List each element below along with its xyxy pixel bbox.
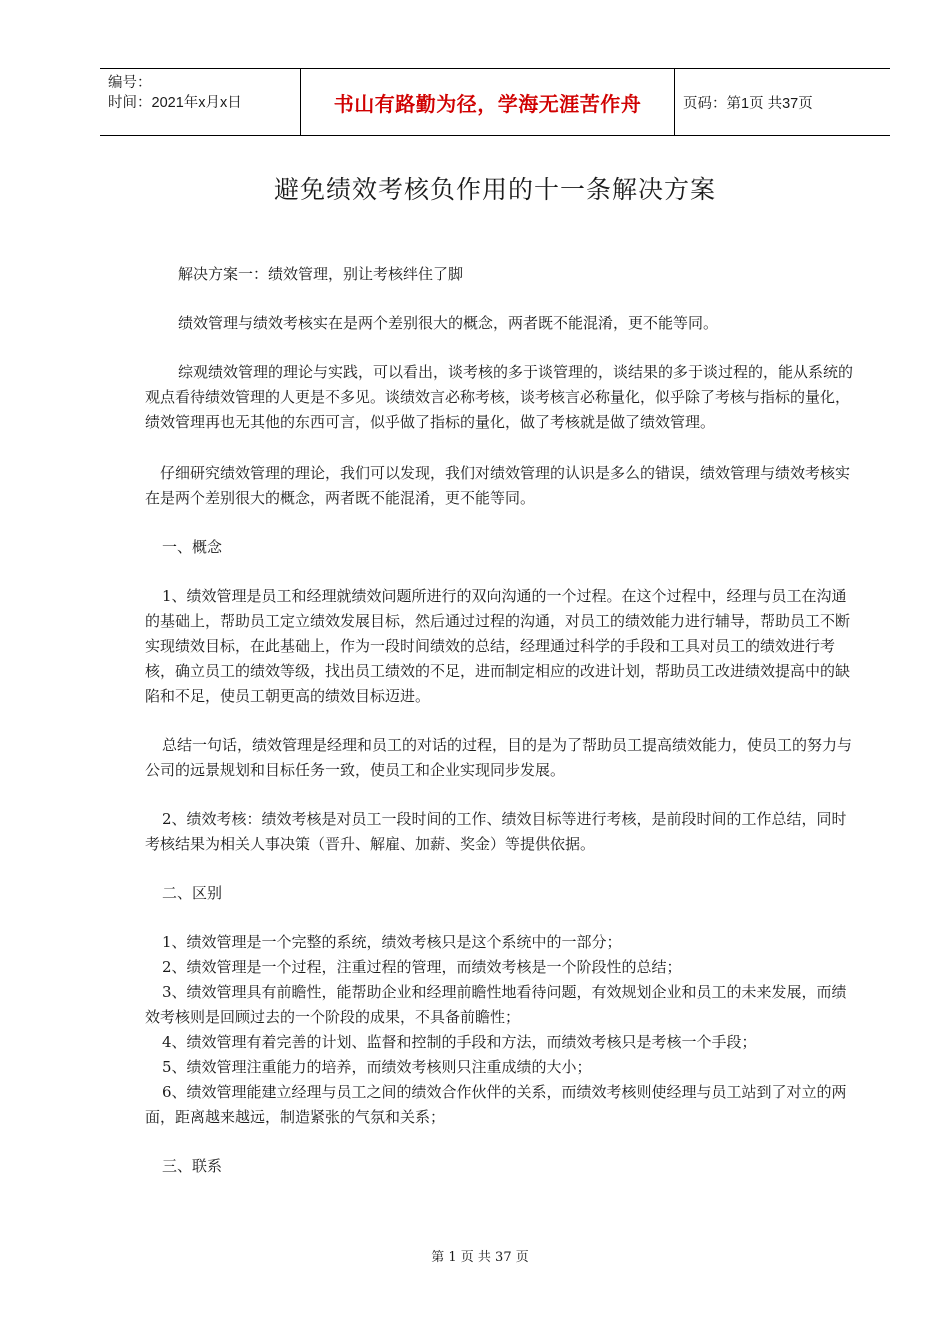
section-heading-relation: 三、联系: [162, 1157, 223, 1175]
header-slogan: 书山有路勤为径，学海无涯苦作舟: [301, 69, 675, 135]
paragraph: 仔细研究绩效管理的理论，我们可以发现，我们对绩效管理的认识是多么的错误，绩效管理与绩效考核实在是两个差别很大的概念，两者既不能混淆，更不能等同。: [145, 464, 851, 507]
paragraph: 1、绩效管理是员工和经理就绩效问题所进行的双向沟通的一个过程。在这个过程中，经理与员工在沟通的基础上，帮助员工定立绩效发展目标，然后通过过程的沟通，对员工的绩效能力进行辅导，帮助员工不断实现绩效目标，在此基础上，作为一段时间绩效的总结，经理通过科学的手段和工具对员工的绩效进行考核，确立员工的绩效等级，找出员工绩效的不足，进而制定相应的改进计划，帮助员工改进绩效提高中的缺陷和不足，使员工朝更高的绩效目标迈进。: [145, 587, 851, 705]
header-page-info: 页码：第1页 共37页: [683, 95, 813, 112]
section-heading-difference: 二、区别: [162, 884, 223, 902]
paragraph-solution-one: 解决方案一：绩效管理，别让考核绊住了脚: [178, 265, 464, 283]
list-item: 4、绩效管理有着完善的计划、监督和控制的手段和方法，而绩效考核只是考核一个手段；: [162, 1033, 757, 1051]
list-item: 2、绩效管理是一个过程，注重过程的管理，而绩效考核是一个阶段性的总结；: [162, 958, 682, 976]
page-footer: 第 1 页 共 37 页: [431, 1250, 529, 1265]
list-item: 6、绩效管理能建立经理与员工之间的绩效合作伙伴的关系，而绩效考核则使经理与员工站到了对立的两面，距离越来越远，制造紧张的气氛和关系；: [145, 1083, 847, 1126]
paragraph: 综观绩效管理的理论与实践，可以看出，谈考核的多于谈管理的，谈结果的多于谈过程的，能从系统的观点看待绩效管理的人更是不多见。谈绩效言必称考核，谈考核言必称量化，似乎除了考核与指标的量化，绩效管理再也无其他的东西可言，似乎做了指标的量化，做了考核就是做了绩效管理。: [145, 363, 854, 431]
paragraph: 绩效管理与绩效考核实在是两个差别很大的概念，两者既不能混淆，更不能等同。: [178, 314, 719, 332]
list-item: 5、绩效管理注重能力的培养，而绩效考核则只注重成绩的大小；: [162, 1058, 592, 1076]
paragraph: 总结一句话，绩效管理是经理和员工的对话的过程，目的是为了帮助员工提高绩效能力，使员工的努力与公司的远景规划和目标任务一致，使员工和企业实现同步发展。: [145, 736, 853, 779]
header-meta-cell: [100, 69, 301, 135]
list-item: 3、绩效管理具有前瞻性，能帮助企业和经理前瞻性地看待问题，有效规划企业和员工的未来发展，而绩效考核则是回顾过去的一个阶段的成果，不具备前瞻性；: [145, 983, 847, 1026]
document-time-label: 时间：2021年x月x日: [108, 95, 242, 111]
document-title: 避免绩效考核负作用的十一条解决方案: [273, 175, 716, 204]
section-heading-concept: 一、概念: [162, 538, 223, 556]
document-number-label: 编号：: [108, 75, 152, 91]
paragraph: 2、绩效考核：绩效考核是对员工一段时间的工作、绩效目标等进行考核，是前段时间的工作总结，同时考核结果为相关人事决策（晋升、解雇、加薪、奖金）等提供依据。: [145, 810, 847, 853]
document-body: [145, 262, 857, 1179]
list-item: 1、绩效管理是一个完整的系统，绩效考核只是这个系统中的一部分；: [162, 933, 622, 951]
document-header: [100, 68, 890, 136]
